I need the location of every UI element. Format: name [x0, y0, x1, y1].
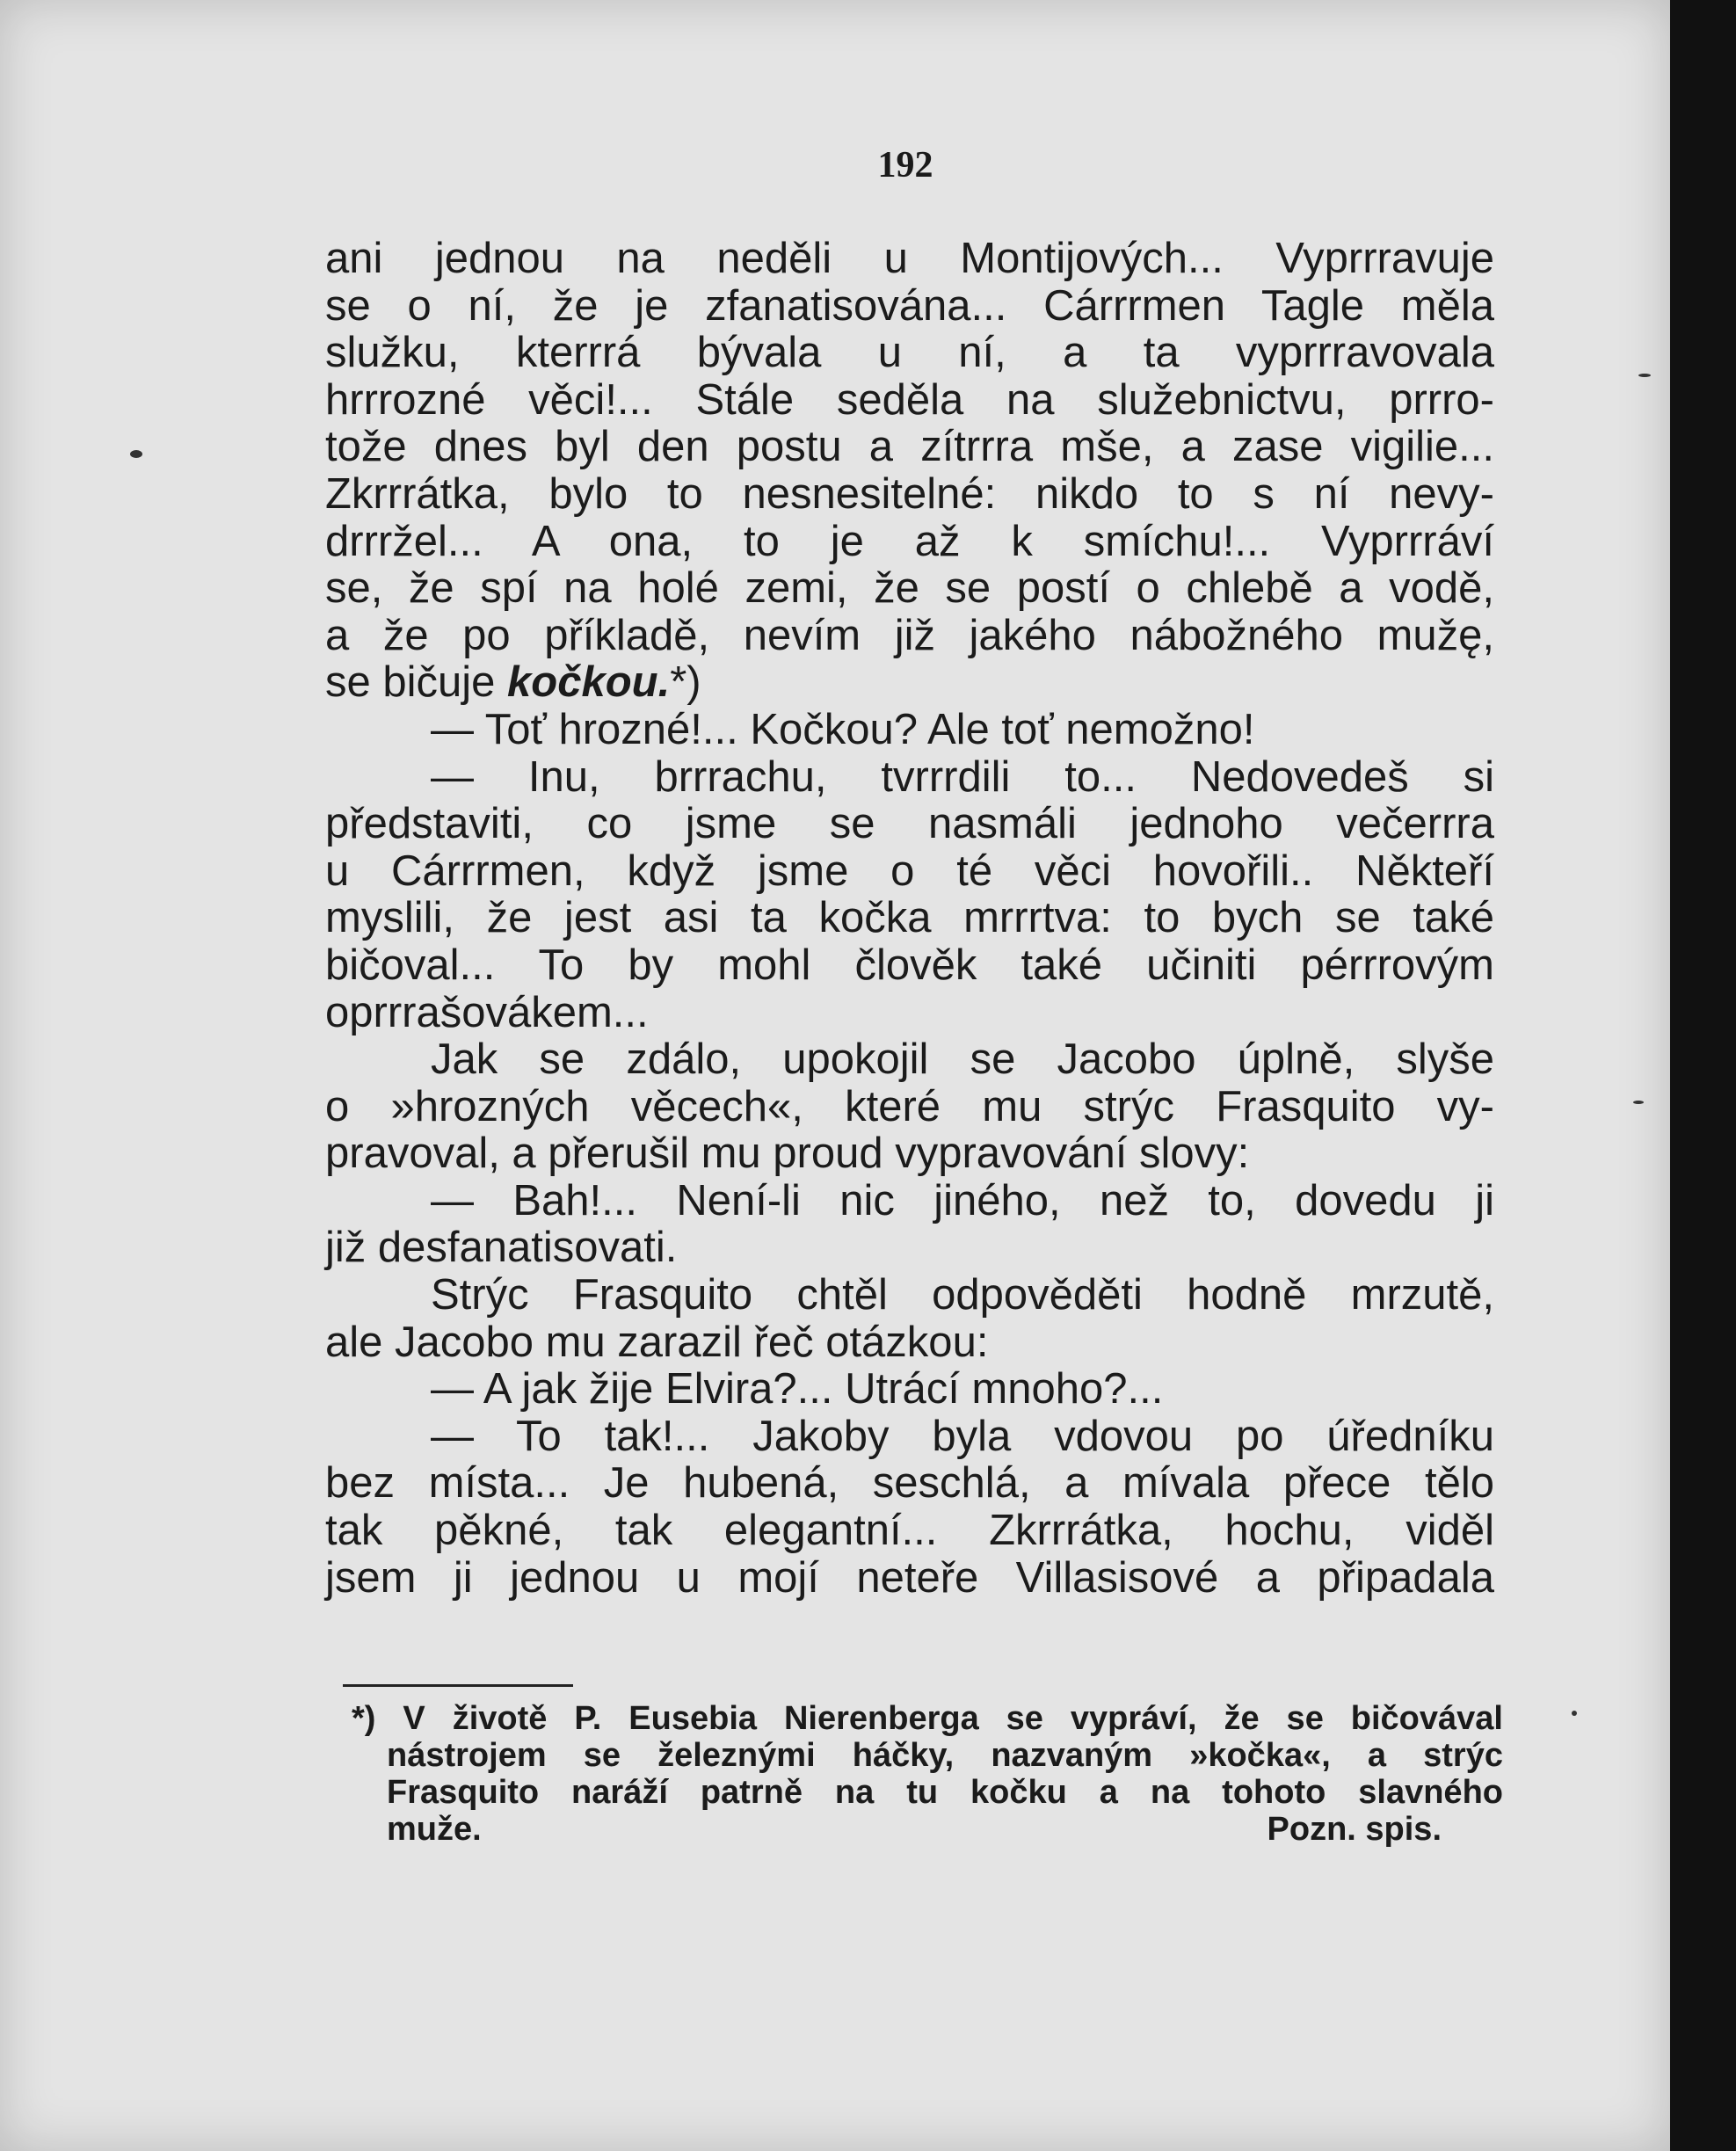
- text-line: [325, 565, 1494, 613]
- footnote-last-line: [387, 1811, 1503, 1848]
- text-line-content: — Toť hrozné!... Kočkou? Ale toť nemožno!: [431, 705, 1255, 753]
- text-line-content: — To tak!... Jakoby byla vdovou po úředníku: [431, 1412, 1494, 1460]
- text-line: [325, 707, 1494, 754]
- text-line: [325, 801, 1494, 848]
- text-line: [325, 613, 1494, 660]
- text-line: [325, 1272, 1494, 1319]
- text-line: [325, 283, 1494, 331]
- scan-speck: [1633, 1101, 1644, 1104]
- text-line: [325, 1413, 1494, 1461]
- text-line-content: Jak se zdálo, upokojil se Jacobo úplně, slyše: [431, 1036, 1494, 1084]
- text-line-content: pravoval, a přerušil mu proud vypravování slovy:: [325, 1130, 1250, 1178]
- text-line: [325, 1130, 1494, 1178]
- text-line-content: a že po příkladě, nevím již jakého nábožného mužę,: [325, 611, 1494, 659]
- text-line: [325, 990, 1494, 1037]
- text-line-content: představiti, co jsme se nasmáli jednoho večerrra: [325, 800, 1494, 848]
- text-line: [325, 848, 1494, 896]
- text-line: [325, 659, 1494, 707]
- text-line: [325, 330, 1494, 377]
- text-line: [325, 1319, 1494, 1367]
- text-line: [325, 1508, 1494, 1555]
- text-line: [325, 377, 1494, 425]
- text-line-content: drrržel... A ona, to je až k smíchu!... Vyprrráví: [325, 517, 1494, 565]
- text-line-content: hrrrozné věci!... Stále seděla na služebnictvu, prrro-: [325, 375, 1494, 424]
- text-line: [325, 1224, 1494, 1272]
- scan-dark-edge: [1670, 0, 1736, 2151]
- text-line-content: u Cárrrmen, když jsme o té věci hovořili.. Někteří: [325, 847, 1494, 895]
- footnote-line: *) V životě P. Eusebia Nierenberga se vypráví, že se bičovával: [352, 1700, 1503, 1737]
- text-line-content: se bičuje: [325, 658, 508, 707]
- text-line: [325, 895, 1494, 942]
- text-line-content: — Bah!... Není-li nic jiného, než to, dovedu ji: [431, 1176, 1494, 1224]
- text-line-content: již desfanatisovati.: [325, 1224, 678, 1272]
- text-line: [325, 1084, 1494, 1131]
- text-line-content: se, že spí na holé zemi, že se postí o chlebě a vodě,: [325, 564, 1494, 613]
- text-line: [325, 1460, 1494, 1508]
- footnote-separator: [343, 1684, 573, 1687]
- text-line-content: tože dnes byl den postu a zítrrra mše, a zase vigilie...: [325, 423, 1494, 471]
- text-line-content: Zkrrrátka, bylo to nesnesitelné: nikdo to s ní nevy-: [325, 469, 1494, 518]
- text-line: [325, 236, 1494, 283]
- text-line-content: o »hrozných věcech«, které mu strýc Frasquito vy-: [325, 1082, 1494, 1130]
- footnote-line: muže.: [387, 1811, 482, 1848]
- text-line: [325, 942, 1494, 990]
- text-line-content: ale Jacobo mu zarazil řeč otázkou:: [325, 1318, 989, 1366]
- text-line-content: — A jak žije Elvira?... Utrácí mnoho?...: [431, 1365, 1164, 1413]
- text-line: [325, 519, 1494, 566]
- text-line-content: — Inu, brrrachu, tvrrrdili to... Nedovedeš si: [431, 752, 1494, 801]
- text-line-content: myslili, že jest asi ta kočka mrrrtva: to bych se také: [325, 894, 1494, 942]
- footnote-signature: Pozn. spis.: [1267, 1811, 1442, 1848]
- text-line-content: bičoval... To by mohl člověk také učiniti pérrrovým: [325, 941, 1494, 989]
- footnote-marker: *): [670, 658, 701, 707]
- text-line-content: Strýc Frasquito chtěl odpověděti hodně mrzutě,: [431, 1271, 1494, 1319]
- footnote-line: nástrojem se železnými háčky, nazvaným »kočka«, a strýc: [387, 1737, 1503, 1774]
- scan-speck: [1572, 1711, 1577, 1716]
- text-line-content: se o ní, že je zfanatisována... Cárrrmen Tagle měla: [325, 281, 1494, 330]
- scan-speck: [130, 450, 142, 458]
- text-line-content: služku, kterrrá bývala u ní, a ta vyprrravovala: [325, 329, 1494, 377]
- text-line: [325, 1036, 1494, 1084]
- body-text: [325, 236, 1494, 1602]
- text-line-content: tak pěkné, tak elegantní... Zkrrrátka, hochu, viděl: [325, 1507, 1494, 1555]
- text-line: [325, 471, 1494, 519]
- footnote: [352, 1700, 1503, 1848]
- footnote-line: Frasquito naráží patrně na tu kočku a na tohoto slavného: [387, 1774, 1503, 1811]
- text-line-content: bez místa... Je hubená, seschlá, a mívala přece tělo: [325, 1459, 1494, 1508]
- text-line: [325, 1366, 1494, 1413]
- text-line-content: jsem ji jednou u mojí neteře Villasisové a připadala: [325, 1553, 1494, 1602]
- text-line: [325, 424, 1494, 471]
- emphasized-word: kočkou.: [507, 658, 671, 707]
- text-line: [325, 1555, 1494, 1602]
- text-line: [325, 754, 1494, 802]
- scan-speck: [1638, 374, 1651, 377]
- text-line-content: ani jednou na neděli u Montijových... Vyprrravuje: [325, 235, 1494, 282]
- text-line: [325, 1178, 1494, 1225]
- page-number: 192: [877, 145, 933, 185]
- text-line-content: oprrrašovákem...: [325, 988, 649, 1036]
